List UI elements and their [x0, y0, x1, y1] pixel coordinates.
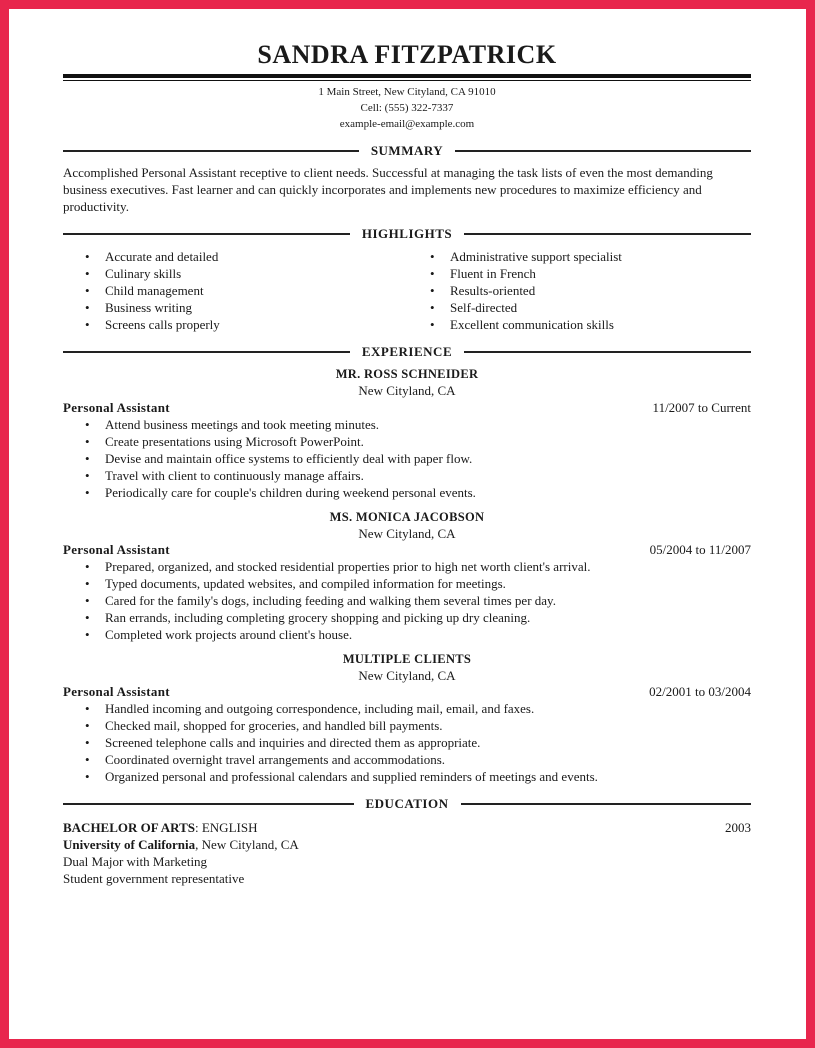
contact-block	[63, 84, 751, 132]
highlight-item: • Child management	[63, 282, 220, 299]
employer-location: New Cityland, CA	[358, 668, 456, 683]
section-title: HIGHLIGHTS	[361, 226, 453, 241]
candidate-name: SANDRA FITZPATRICK	[257, 40, 557, 69]
contact-cell: Cell: (555) 322-7337	[360, 102, 454, 114]
section-rule-right	[464, 351, 751, 353]
job-bullet: • Cared for the family's dogs, including feeding and walking them several times per day.	[63, 592, 751, 609]
job-bullet: • Ran errands, including completing grocery shopping and picking up dry cleaning.	[63, 609, 751, 626]
degree-field: : ENGLISH	[194, 820, 258, 835]
job-bullet: • Organized personal and professional calendars and supplied reminders of meetings and events.	[63, 768, 751, 785]
header-rule-thin	[63, 80, 751, 81]
job-bullet: • Devise and maintain office systems to efficiently deal with paper flow.	[63, 450, 751, 467]
section-rule-right	[461, 803, 752, 805]
education-year: 2003	[725, 820, 751, 835]
school-location: , New Cityland, CA	[195, 837, 299, 852]
job-bullet: • Typed documents, updated websites, and compiled information for meetings.	[63, 575, 751, 592]
education-major: Dual Major with Marketing	[63, 854, 208, 869]
highlights-left	[63, 248, 220, 333]
section-rule-right	[455, 150, 751, 152]
highlight-item: • Fluent in French	[408, 265, 622, 282]
job-role: Personal Assistant	[63, 400, 170, 415]
education-degree	[63, 819, 257, 836]
highlights-right	[408, 248, 622, 333]
section-title: EXPERIENCE	[361, 344, 453, 359]
highlight-item: • Screens calls properly	[63, 316, 220, 333]
highlight-item: • Accurate and detailed	[63, 248, 220, 265]
section-rule-right	[464, 233, 751, 235]
job-bullet: • Screened telephone calls and inquiries and directed them as appropriate.	[63, 734, 751, 751]
degree-name: BACHELOR OF ARTS	[63, 820, 195, 835]
job-dates: 02/2001 to 03/2004	[649, 684, 751, 699]
education-degree-row	[63, 819, 751, 836]
summary-text: Accomplished Personal Assistant receptive to client needs. Successful at managing the task lists of even the most demanding business executives. Fast learner and can quickly incorporates and implements new procedures to maximize efficiency and productivity.	[63, 165, 713, 214]
section-highlights	[63, 226, 751, 242]
section-summary	[63, 143, 751, 159]
section-title: EDUCATION	[365, 796, 449, 811]
job-title-row	[63, 400, 751, 416]
employer-name: MULTIPLE CLIENTS	[342, 652, 472, 666]
section-rule-left	[63, 233, 350, 235]
highlight-item: • Business writing	[63, 299, 220, 316]
job-bullet: • Coordinated overnight travel arrangements and accommodations.	[63, 751, 751, 768]
job-bullets	[63, 558, 751, 643]
job-bullet: • Create presentations using Microsoft PowerPoint.	[63, 433, 751, 450]
highlight-item: • Culinary skills	[63, 265, 220, 282]
section-experience	[63, 344, 751, 360]
job-bullet: • Checked mail, shopped for groceries, and handled bill payments.	[63, 717, 751, 734]
school-name: University of California	[63, 837, 196, 852]
employer-name: MS. MONICA JACOBSON	[329, 510, 485, 524]
job-title-row	[63, 684, 751, 700]
header-rule-thick	[63, 74, 751, 78]
highlight-item: • Administrative support specialist	[408, 248, 622, 265]
employer-name: MR. ROSS SCHNEIDER	[335, 367, 479, 381]
job-dates: 05/2004 to 11/2007	[649, 542, 751, 557]
job-bullet: • Periodically care for couple's children during weekend personal events.	[63, 484, 751, 501]
employer-location: New Cityland, CA	[358, 383, 456, 398]
education-activity: Student government representative	[63, 871, 245, 886]
contact-email: example-email@example.com	[339, 118, 475, 130]
job-bullets	[63, 416, 751, 501]
section-rule-left	[63, 351, 350, 353]
section-title: SUMMARY	[370, 143, 444, 158]
job-bullet: • Handled incoming and outgoing correspondence, including mail, email, and faxes.	[63, 700, 751, 717]
employer-location: New Cityland, CA	[358, 526, 456, 541]
job-bullet: • Travel with client to continuously manage affairs.	[63, 467, 751, 484]
contact-address: 1 Main Street, New Cityland, CA 91010	[318, 86, 496, 98]
highlight-item: • Results-oriented	[408, 282, 622, 299]
job-dates: 11/2007 to Current	[652, 400, 751, 415]
job-bullets	[63, 700, 751, 785]
job-role: Personal Assistant	[63, 684, 170, 699]
job-role: Personal Assistant	[63, 542, 170, 557]
job-bullet: • Completed work projects around client's house.	[63, 626, 751, 643]
job-bullet: • Attend business meetings and took meeting minutes.	[63, 416, 751, 433]
section-education	[63, 796, 751, 812]
education-school	[63, 836, 751, 853]
job-title-row	[63, 542, 751, 558]
section-rule-left	[63, 150, 359, 152]
section-rule-left	[63, 803, 354, 805]
highlight-item: • Self-directed	[408, 299, 622, 316]
highlight-item: • Excellent communication skills	[408, 316, 622, 333]
job-bullet: • Prepared, organized, and stocked residential properties prior to high net worth client's arrival.	[63, 558, 751, 575]
